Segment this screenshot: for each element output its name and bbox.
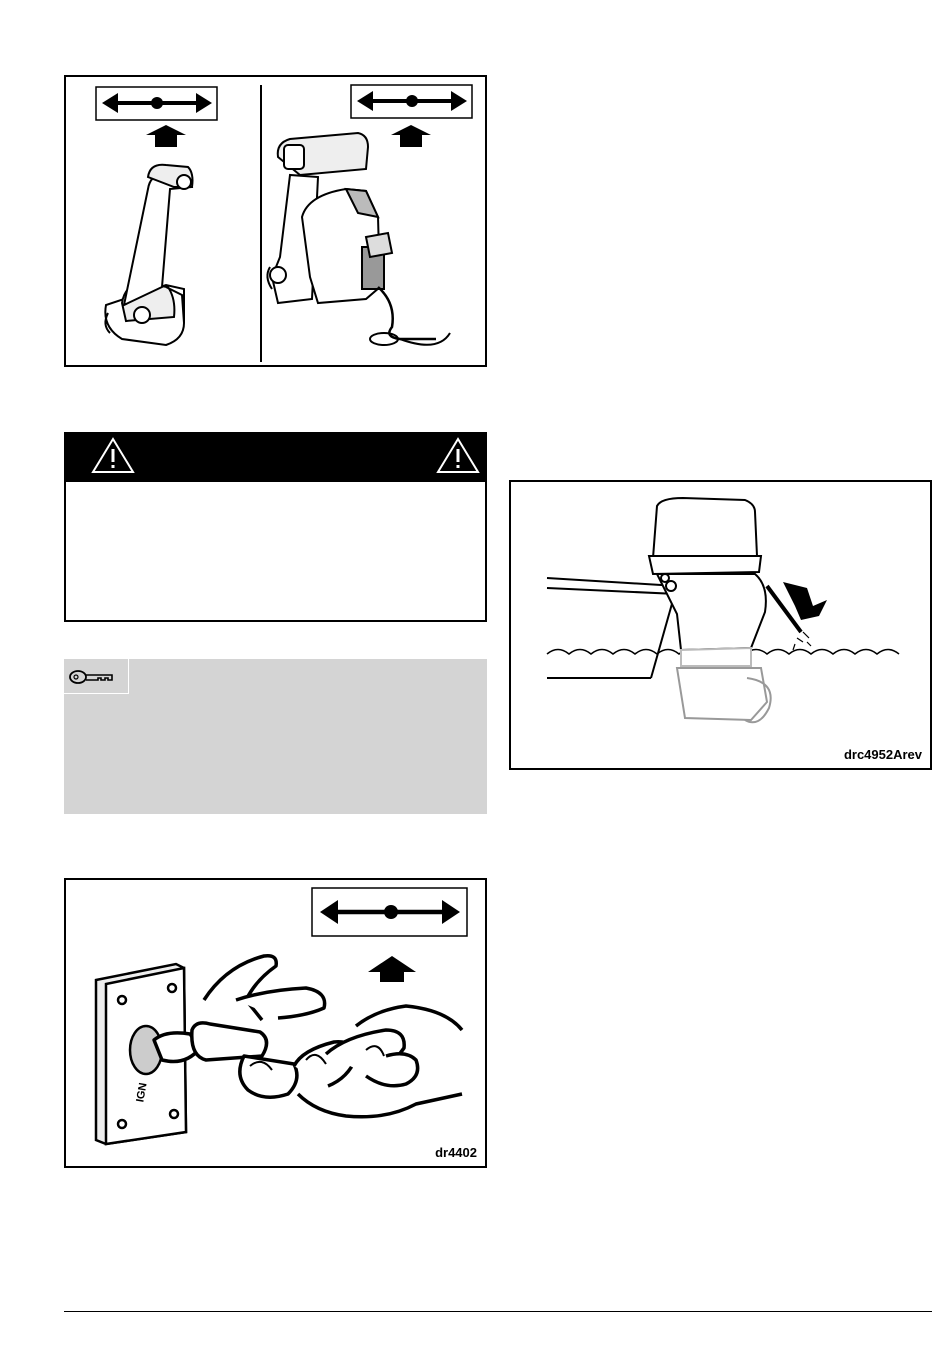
remote-controls-illustration	[66, 77, 485, 365]
neutral-double-arrow-icon	[312, 888, 467, 936]
key-icon	[64, 659, 128, 693]
note-panel	[64, 659, 487, 814]
warning-box	[64, 432, 487, 622]
side-mount-control-drawing	[105, 165, 192, 345]
boat-hull	[547, 578, 677, 678]
warning-header	[66, 434, 485, 482]
note-icon-cell	[64, 659, 129, 694]
neutral-double-arrow-icon	[96, 87, 217, 120]
ignition-key-figure	[64, 878, 487, 1168]
outboard-spray-figure	[509, 480, 932, 770]
outboard-spray-illustration	[511, 482, 930, 768]
up-arrow-icon	[391, 125, 431, 147]
neutral-double-arrow-icon	[351, 85, 472, 118]
svg-text:IGN: IGN	[134, 1081, 150, 1104]
up-arrow-icon	[368, 956, 416, 982]
up-arrow-icon	[146, 125, 186, 147]
warning-triangle-icon	[438, 439, 478, 472]
hand-turning-key	[154, 956, 462, 1117]
ignition-key-illustration	[66, 880, 485, 1166]
warning-triangle-icon	[93, 439, 133, 472]
figure-label: drc4952Arev	[843, 747, 922, 762]
footer-rule	[64, 1311, 932, 1312]
remote-controls-figure	[64, 75, 487, 367]
panel-mount-control-drawing	[267, 133, 450, 345]
outboard-motor	[649, 498, 771, 722]
figure-label: dr4402	[435, 1145, 477, 1160]
